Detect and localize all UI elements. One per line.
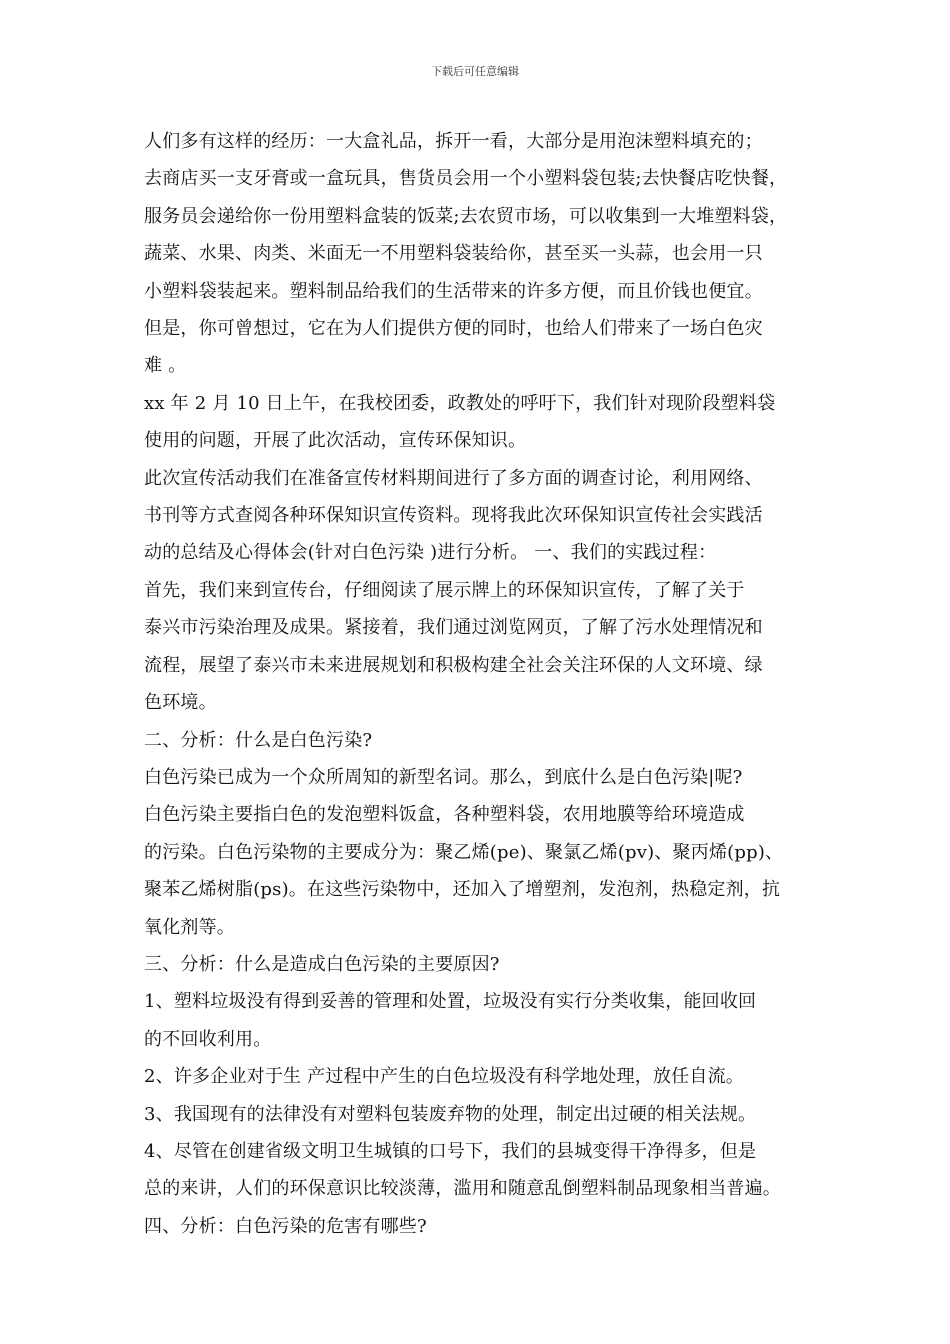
section-heading-main-causes: 三、分析：什么是造成白色污染的主要原因? (144, 953, 500, 975)
paragraph-white-pollution-definition: 白色污染主要指白色的发泡塑料饭盒，各种塑料袋，农用地膜等给环境造成 的污染。白色污染物的主要成分为：聚乙烯(pe)、聚氯乙烯(pv)、聚丙烯(pp)、 聚苯乙烯树脂(ps)。在这些污染物中，还加入了增塑剂，发泡剂，热稳定剂，抗 氧化剂等。 (144, 804, 784, 938)
page-header: 下载后可任意编辑 (431, 65, 519, 78)
list-item-cause-4: 4、尽管在创建省级文明卫生城镇的口号下，我们的县城变得干净得多，但是 总的来讲，人们的环保意识比较淡薄，滥用和随意乱倒塑料制品现象相当普遍。 (144, 1140, 781, 1200)
list-item-cause-3: 3、我国现有的法律没有对塑料包装废弃物的处理，制定出过硬的相关法规。 (144, 1103, 757, 1125)
paragraph-white-pollution-question: 白色污染已成为一个众所周知的新型名词。那么，到底什么是白色污染|呢? (144, 766, 743, 788)
paragraph-activity-date: xx 年 2 月 10 日上午，在我校团委，政教处的呼吁下，我们针对现阶段塑料袋 使用的问题，开展了此次活动，宣传环保知识。 (144, 392, 776, 452)
paragraph-practice-process: 首先，我们来到宣传台，仔细阅读了展示牌上的环保知识宣传，了解了关于 泰兴市污染治理及成果。紧接着，我们通过浏览网页，了解了污水处理情况和 流程，展望了泰兴市未来进展规划和积极构建全社会关注环保的人文环境、绿 色环境。 (144, 579, 763, 714)
section-heading-hazards: 四、分析：白色污染的危害有哪些? (144, 1215, 427, 1237)
section-heading-what-is-white-pollution: 二、分析：什么是白色污染? (144, 729, 373, 751)
document-body (144, 123, 814, 1245)
list-item-cause-1: 1、塑料垃圾没有得到妥善的管理和处置，垃圾没有实行分类收集，能回收回 的不回收利用。 (144, 991, 757, 1050)
paragraph-preparation: 此次宣传活动我们在准备宣传材料期间进行了多方面的调查讨论，利用网络、 书刊等方式查阅各种环保知识宣传资料。现将我此次环保知识宣传社会实践活 动的总结及心得体会(针对白色污染 )进行分析。 一、我们的实践过程： (144, 467, 763, 564)
list-item-cause-2: 2、许多企业对于生 产过程中产生的白色垃圾没有科学地处理，放任自流。 (144, 1066, 744, 1088)
paragraph-intro: 人们多有这样的经历：一大盒礼品，拆开一看，大部分是用泡沫塑料填充的； 去商店买一支牙膏或一盒玩具，售货员会用一个小塑料袋包装;去快餐店吃快餐， 服务员会递给你一份用塑料盒装的饭菜;去农贸市场，可以收集到一大堆塑料袋， 蔬菜、水果、肉类、米面无一不用塑料袋装给你，甚至买一头蒜，也会用一只 小塑料袋装起来。塑料制品给我们的生活带来的许多方便，而且价钱也便宜。 但是，你可曾想过，它在为人们提供方便的同时，也给人们带来了一场白色灾 难 。 (144, 131, 788, 377)
